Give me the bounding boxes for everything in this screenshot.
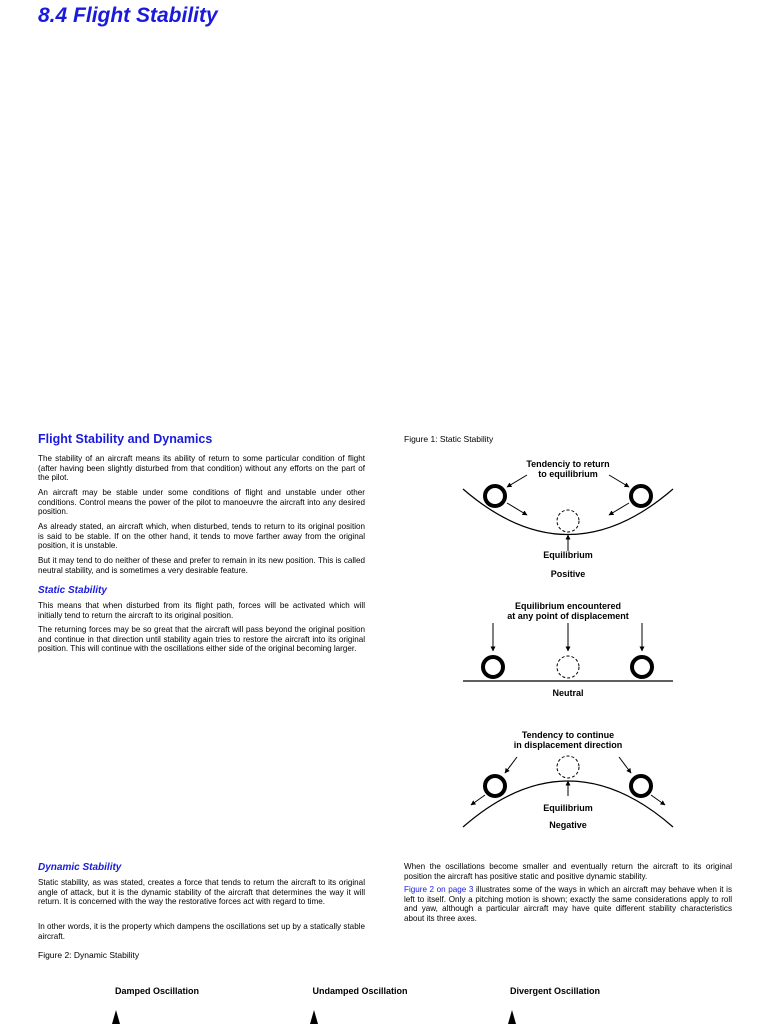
neutral-name: Neutral xyxy=(552,688,584,698)
page-title: 8.4 Flight Stability xyxy=(38,4,218,27)
negative-name: Negative xyxy=(549,820,587,830)
damped-oscillation-label: Damped Oscillation xyxy=(114,986,200,996)
negative-top-label-2: in displacement direction xyxy=(513,740,623,750)
undamped-axis-arrow xyxy=(310,1010,318,1024)
neutral-top-label-1: Equilibrium encountered xyxy=(514,601,622,611)
neutral-ball-left xyxy=(483,657,503,677)
positive-ball-left xyxy=(485,486,505,506)
positive-bowl-curve xyxy=(463,489,673,535)
static-paragraph-2: The returning forces may be so great that the aircraft will pass beyond the original position and continue in that direction until stability again tries to restore the aircraft into its original position. This will continue with the oscillations either side of the original becoming larger. xyxy=(38,625,365,654)
divergent-axis-arrow xyxy=(508,1010,516,1024)
neutral-ball-right xyxy=(632,657,652,677)
negative-top-label-1: Tendency to continue xyxy=(521,730,615,740)
neutral-equilibrium-ball xyxy=(557,656,579,678)
dynamic-paragraph-1: Static stability, as was stated, creates a force that tends to return the aircraft to its original angle of attack, but it is the dynamic stability of the aircraft that determines the way it will return. It is concerned with the way the restorative forces act with regard to time. xyxy=(38,878,365,907)
intro-paragraph-4: But it may tend to do neither of these and prefer to remain in its new position. This is called neutral stability, and is sometimes a very desirable feature. xyxy=(38,556,365,575)
negative-ball-right xyxy=(631,776,651,796)
negative-ball-left xyxy=(485,776,505,796)
dynamic-stability-diagram xyxy=(0,980,768,1024)
dynamic-stability-heading: Dynamic Stability xyxy=(38,862,122,873)
figure1-caption: Figure 1: Static Stability xyxy=(404,434,494,444)
positive-equilibrium-ball xyxy=(557,510,579,532)
right-paragraph-2-text: illustrates some of the ways in which an aircraft may behave when it is left to itself. Only a pitching motion is shown; exactly the same considerations apply to roll and yaw, although a particular aircraft may have quite different stability characteristics about its three axes. xyxy=(404,885,732,923)
positive-ball-right xyxy=(631,486,651,506)
negative-equilibrium-label: Equilibrium xyxy=(543,803,593,813)
right-paragraph-2 xyxy=(404,885,732,923)
positive-stability-panel xyxy=(463,459,673,579)
negative-equilibrium-ball xyxy=(557,756,579,778)
positive-top-label-2: to equilibrium xyxy=(538,469,598,479)
neutral-top-label-2: at any point of displacement xyxy=(507,611,629,621)
dynamic-paragraph-2: In other words, it is the property which dampens the oscillations set up by a statically stable aircraft. xyxy=(38,922,365,941)
positive-top-label-1: Tendenciy to return xyxy=(526,459,610,469)
intro-paragraph-2: An aircraft may be stable under some conditions of flight and unstable under other conditions. Control means the power of the pilot to manoeuvre the aircraft into any desired position. xyxy=(38,488,365,517)
neutral-stability-panel xyxy=(463,601,673,698)
negative-stability-panel xyxy=(463,730,673,830)
positive-equilibrium-label: Equilibrium xyxy=(543,550,593,560)
figure2-link[interactable]: Figure 2 on page 3 xyxy=(404,885,474,894)
damped-axis-arrow xyxy=(112,1010,120,1024)
static-stability-heading: Static Stability xyxy=(38,585,107,596)
positive-name: Positive xyxy=(550,569,586,579)
intro-paragraph-1: The stability of an aircraft means its ability of return to some particular condition of flight (after having been slightly disturbed from that condition) without any efforts on the part of the pilot. xyxy=(38,454,365,483)
intro-paragraph-3: As already stated, an aircraft which, when disturbed, tends to return to its original position is said to be stable. If on the other hand, it tends to move farther away from the original position, it is unstable. xyxy=(38,522,365,551)
figure2-caption: Figure 2: Dynamic Stability xyxy=(38,950,140,960)
section-heading: Flight Stability and Dynamics xyxy=(38,432,213,446)
undamped-oscillation-label: Undamped Oscillation xyxy=(312,986,408,996)
static-paragraph-1: This means that when disturbed from its flight path, forces will be activated which will initially tend to return the aircraft to its original position. xyxy=(38,601,365,620)
divergent-oscillation-label: Divergent Oscillation xyxy=(509,986,601,996)
right-paragraph-1: When the oscillations become smaller and eventually return the aircraft to its original position the aircraft has positive static and positive dynamic stability. xyxy=(404,862,732,881)
static-stability-diagram xyxy=(455,455,685,835)
